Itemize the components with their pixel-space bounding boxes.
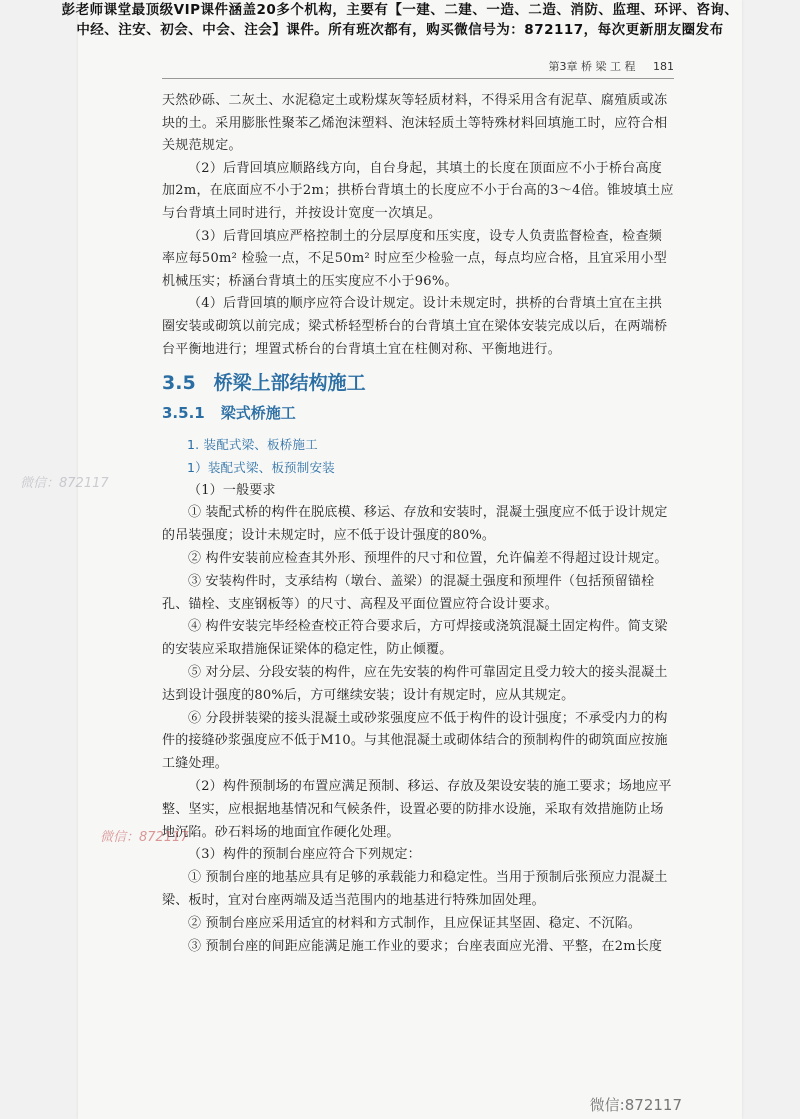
- watermark-left: 微信：872117: [20, 476, 109, 491]
- banner-line-2: 中经、注安、初会、中会、注会】课件。所有班次都有，购买微信号为：872117，每次更新朋友圈发布: [76, 22, 724, 38]
- lower-body-text: [162, 434, 674, 958]
- paragraph: ⑥ 分段拼装梁的接头混凝土或砂浆强度应不低于构件的设计强度；不承受内力的构件的接缝砂浆强度应不低于M10。与其他混凝土或砌体结合的预制构件的砌筑面应按施工缝处理。: [162, 710, 668, 772]
- paragraph: ③ 预制台座的间距应能满足施工作业的要求；台座表面应光滑、平整，在2m长度: [188, 938, 663, 954]
- heading-level-1: 1. 装配式梁、板桥施工: [187, 437, 318, 452]
- paragraph: ② 预制台座应采用适宜的材料和方式制作，且应保证其坚固、稳定、不沉陷。: [188, 915, 642, 931]
- page-number: 181: [653, 60, 674, 73]
- banner-line-1: 彭老师课堂最顶级VIP课件涵盖20多个机构，主要有【一建、二建、一造、二造、消防、监理、环评、咨询、: [61, 2, 739, 18]
- paragraph: ④ 构件安装完毕经检查校正符合要求后，方可焊接或浇筑混凝土固定构件。简支梁的安装应采取措施保证梁体的稳定性，防止倾覆。: [162, 619, 668, 658]
- section-title: 桥梁上部结构施工: [213, 372, 366, 394]
- paragraph: ③ 安装构件时，支承结构（墩台、盖梁）的混凝土强度和预埋件（包括预留锚栓孔、锚栓、支座钢板等）的尺寸、高程及平面位置应符合设计要求。: [162, 573, 655, 612]
- running-header: [162, 58, 674, 79]
- section-heading: [162, 368, 366, 395]
- subsection-number: 3.5.1: [162, 404, 205, 422]
- paragraph: （3）后背回填应严格控制土的分层厚度和压实度，设专人负责监督检查，检查频率应每50m² 检验一点，不足50m² 时应至少检验一点，每点均应合格，且宜采用小型机械压实；桥涵台背填土的压实度应不小于96%。: [162, 228, 668, 289]
- paragraph: （2）构件预制场的布置应满足预制、移运、存放及架设安装的施工要求；场地应平整、坚实，应根据地基情况和气候条件，设置必要的防排水设施，采取有效措施防止场地沉陷。砂石料场的地面宜作硬化处理。: [162, 778, 672, 840]
- paragraph: （1）一般要求: [188, 482, 276, 498]
- paragraph: ⑤ 对分层、分段安装的构件，应在先安装的构件可靠固定且受力较大的接头混凝土达到设计强度的80%后，方可继续安装；设计有规定时，应从其规定。: [162, 664, 668, 703]
- paragraph: （2）后背回填应顺路线方向，自台身起，其填土的长度在顶面应不小于桥台高度加2m，在底面应不小于2m；拱桥台背填土的长度应不小于台高的3～4倍。锥坡填土应与台背填土同时进行，并按设计宽度一次填足。: [162, 160, 674, 221]
- watermark-lower-left: 微信：872117: [100, 830, 189, 845]
- paragraph: （3）构件的预制台座应符合下列规定：: [188, 847, 421, 863]
- paragraph: 天然砂砾、二灰土、水泥稳定土或粉煤灰等轻质材料，不得采用含有泥草、腐殖质或冻块的土。采用膨胀性聚苯乙烯泡沫塑料、泡沫轻质土等特殊材料回填施工时，应符合相关规范规定。: [162, 93, 668, 154]
- paragraph: ① 预制台座的地基应具有足够的承载能力和稳定性。当用于预制后张预应力混凝土梁、板时，宜对台座两端及适当范围内的地基进行特殊加固处理。: [162, 870, 668, 908]
- paragraph: （4）后背回填的顺序应符合设计规定。设计未规定时，拱桥的台背填土宜在主拱圈安装或砌筑以前完成；梁式桥轻型桥台的台背填土宜在梁体安装完成以后，在两端桥台平衡地进行；埋置式桥台的台背填土宜在柱侧对称、平衡地进行。: [162, 296, 668, 357]
- paragraph: ② 构件安装前应检查其外形、预埋件的尺寸和位置，允许偏差不得超过设计规定。: [188, 550, 668, 566]
- chapter-title: 第3章 桥 梁 工 程: [548, 60, 636, 73]
- top-banner: [0, 0, 800, 40]
- watermark-bottom: 微信:872117: [589, 1096, 682, 1114]
- upper-body-text: [162, 90, 674, 361]
- subsection-heading: [162, 402, 296, 423]
- subsection-title: 梁式桥施工: [220, 404, 296, 422]
- section-number: 3.5: [162, 372, 196, 394]
- heading-level-2: 1）装配式梁、板预制安装: [187, 459, 335, 475]
- paragraph: ① 装配式桥的构件在脱底模、移运、存放和安装时，混凝土强度应不低于设计规定的吊装强度；设计未规定时，应不低于设计强度的80%。: [162, 505, 668, 544]
